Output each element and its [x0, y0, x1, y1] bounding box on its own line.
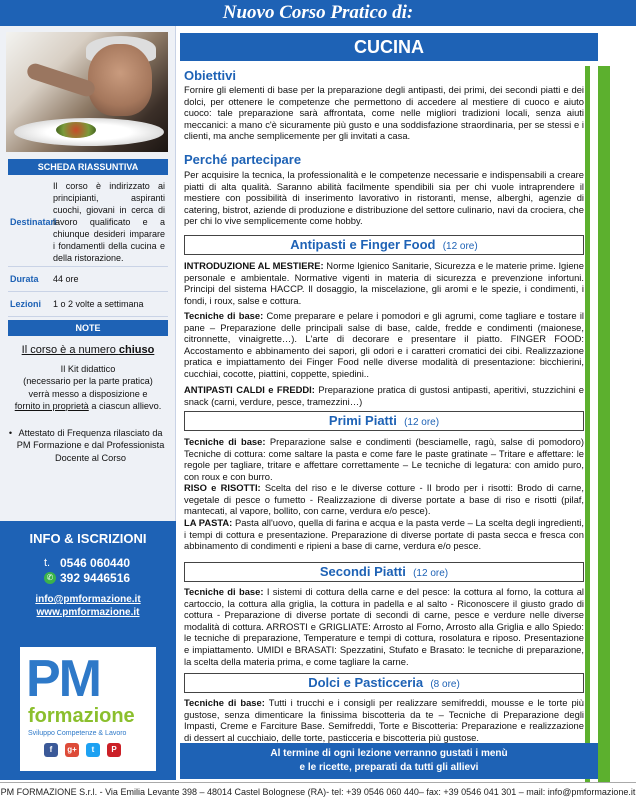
closed-number-note: Il corso è a numero chiuso	[21, 344, 155, 356]
closing-banner	[180, 743, 598, 779]
section-antipasti: Antipasti e Finger Food (12 ore)	[184, 235, 584, 255]
social-icons	[44, 743, 121, 757]
bullet-icon: •	[8, 427, 13, 438]
logo-name: formazione	[28, 705, 135, 727]
obiettivi-heading: Obiettivi	[184, 68, 237, 83]
phone-number[interactable]: 0546 060440	[60, 556, 131, 570]
notes-block	[8, 340, 168, 464]
kit-line-3: verrà messo a disposizione e	[28, 388, 148, 399]
summary-label: Lezioni	[10, 299, 41, 309]
kit-line-2: (necessario per la parte pratica)	[23, 376, 153, 386]
website-link[interactable]: www.pmformazione.it	[36, 607, 140, 618]
logo-mark: PM	[26, 650, 100, 708]
summary-value: 1 o 2 volte a settimana	[53, 299, 144, 309]
phone-icon: t.	[44, 557, 51, 569]
secondi-p1: Tecniche di base: I sistemi di cottura della carne e del pesce: la cottura al forno, la cottura al cartoccio, la cottura alla griglia, la cottura in padella e al salto - Riconoscere il giusto grado di cottura - Preparazione di diverse portate di secondi di carne, pesce e verdure nelle diverse modalità di cottura. ARROSTI e GRIGLIATE: Arrosto al Forno, Arrosto alla Griglia e allo Spiedo: le tecniche di preparazione, Temperature e tempi di cottura, rosolatura e riposo. Presentazione e impiattamento. UMIDI e BRASATI: Spezzatini, Stufato e Brasato: le tecniche di preparazione, la scelta della materia prima, e come tagliare la carne.	[184, 586, 584, 667]
summary-row-durata	[8, 267, 168, 292]
notes-title: NOTE	[8, 320, 168, 336]
attestato-note: • Attestato di Frequenza rilasciato da PM Formazione e dal Professionista Docente al Corso	[8, 427, 165, 463]
course-title: CUCINA	[180, 33, 598, 61]
chef-photo	[6, 32, 168, 152]
banner-title: Nuovo Corso Pratico di:	[222, 2, 414, 23]
primi-p3: LA PASTA: Pasta all'uovo, quella di farina e acqua e la pasta verde – La scelta degli ingredienti, i tempi di cottura e presentazione. Preparazione di diverse portate di pasta secca e fresca con abbinamento di condimenti e ripieni a base di carne, verdura e/o pesce.	[184, 517, 584, 552]
email-link[interactable]: info@pmformazione.it	[35, 594, 141, 605]
logo-tagline: Sviluppo Competenze & Lavoro	[28, 730, 127, 737]
antipasti-p3: ANTIPASTI CALDI e FREDDI: Preparazione pratica di gustosi antipasti, aperitivi, stuzzichini e snack (carni, verdure, pesce, tramezzini…)	[184, 384, 584, 407]
info-title: INFO & ISCRIZIONI	[29, 531, 147, 546]
twitter-icon[interactable]: t	[86, 743, 100, 757]
summary-label: Durata	[10, 274, 39, 284]
google-plus-icon[interactable]: g+	[65, 743, 79, 757]
green-accent-bar	[598, 66, 610, 782]
green-accent-line	[585, 66, 590, 782]
summary-row-lezioni	[8, 292, 168, 317]
summary-row-destinatari	[8, 178, 168, 267]
obiettivi-text: Fornire gli elementi di base per la preparazione degli antipasti, dei primi, dei secondi piatti e dei dolci, per ottenere le competenze che permettono di accedere al mestiere di cuoco e aiuto cuoco: tale preparazione sarà affrontata, come nelle migliori tradizioni locali, senza aiuti meccanici: a mano c'è sicuramente più gusto e una soddisfazione straordinaria, per se stessi e i clienti, ma anche semplicemente per gli invitati a casa.	[184, 84, 584, 142]
antipasti-p1: INTRODUZIONE AL MESTIERE: Norme Igienico Sanitarie, Sicurezza e le materie prime. Igiene personale e ambientale. Normative vigenti in materia di sicurezza e prevenzione infortuni. Principi del sistema HACCP. Il dosaggio, la miscelazione, gli aromi e le spezie, i condimenti, i fondi, i roux, salse e cottura.	[184, 260, 584, 306]
top-banner	[0, 0, 636, 26]
whatsapp-number[interactable]: 392 9446516	[60, 571, 131, 585]
whatsapp-icon: ✆	[44, 572, 56, 584]
summary-value: 44 ore	[53, 274, 79, 284]
primi-p2: RISO e RISOTTI: Scelta del riso e le diverse cotture - Il brodo per i risotti: Brodo di carne, vegetale di pesce o fumetto - Realizzazione di diverse portate a base di riso e risotti (pilaf, mantecati, al vapore, bollito, con carne, verdura e/o pesce).	[184, 482, 584, 517]
antipasti-p2: Tecniche di base: Come preparare e pelare i pomodori e gli agrumi, come tagliare e tostare il pane – Preparazione delle principali salse di base, calde, fredde e condimenti (maionese, citronnette, vinaigrette…). L'arte di decorare e presentare il piatto. FINGER FOOD: Accostamento e abbinamento dei sapori, gli odori e i caratteri cromatici dei cibi. Realizzazione pratica e impiattamento dei Finger Food nelle diverse modalità di presentazione: bicchierini, cucchiai, cocotte, piattini, coppette, spiedini..	[184, 310, 584, 379]
summary-table	[8, 178, 168, 317]
summary-title: SCHEDA RIASSUNTIVA	[8, 159, 168, 175]
info-panel	[0, 521, 176, 780]
perche-heading: Perché partecipare	[184, 152, 302, 167]
pinterest-icon[interactable]: P	[107, 743, 121, 757]
dolci-p1: Tecniche di base: Tutti i trucchi e i consigli per realizzare semifreddi, mousse e le torte più gustose, senza dimenticare la finissima biscotteria da te – Tecniche di Preparazione degli Impasti, Creme e Farciture Base. Semifreddi, Torte e Biscotteria: Preparazione e realizzazione di dessert al cucchiaio, delle torte, pasticceria e biscotteria più gustose.	[184, 697, 584, 743]
closing-line-2: e le ricette, preparati da tutti gli allievi	[299, 762, 479, 773]
primi-p1: Tecniche di base: Preparazione salse e condimenti (besciamelle, ragù, salse di pomodoro) Tecniche di cottura: come saltare la pasta e come fare le paste gratinate – Tritare e affettare: le regole per tagliare, tritare e affettare correttamente – Le tecniche di legatura: con amido puro, con roux e con burro.	[184, 436, 584, 482]
facebook-icon[interactable]: f	[44, 743, 58, 757]
kit-line-1: Il Kit didattico	[60, 363, 116, 374]
footer: PM FORMAZIONE S.r.l. - Via Emilia Levante 398 – 48014 Castel Bolognese (RA)- tel: +39 0546 060 440– fax: +39 0546 041 301 – mail: info@pmformazione.it	[0, 782, 636, 800]
summary-label: Destinatari	[10, 217, 57, 227]
section-primi: Primi Piatti (12 ore)	[184, 411, 584, 431]
summary-value: Il corso è indirizzato ai principianti, aspiranti cuochi, giovani in cerca di lavoro qualificato e a chiunque desideri imparare i fondamentli della cucina e della ristorazione.	[53, 181, 165, 263]
kit-line-4: fornito in proprietà a ciascun allievo.	[14, 401, 162, 411]
pm-logo	[20, 647, 156, 771]
section-secondi: Secondi Piatti (12 ore)	[184, 562, 584, 582]
section-dolci: Dolci e Pasticceria (8 ore)	[184, 673, 584, 693]
perche-text: Per acquisire la tecnica, la professionalità e le competenze necessarie e indispensabili a creare piatti di alta qualità. Saranno abilità facilmente spendibili sia per chi vuole intraprendere il mestiere con possibilità di inserimento lavorativo in ristoranti, mense, alberghi, agenzie di catering, bistrot, aziende di produzione e distribuzione del settore culinario, navi da crociera, che per chi lo vive semplicemente come hobby.	[184, 169, 584, 227]
closing-line-1: Al termine di ogni lezione verranno gustati i menù	[270, 748, 508, 759]
